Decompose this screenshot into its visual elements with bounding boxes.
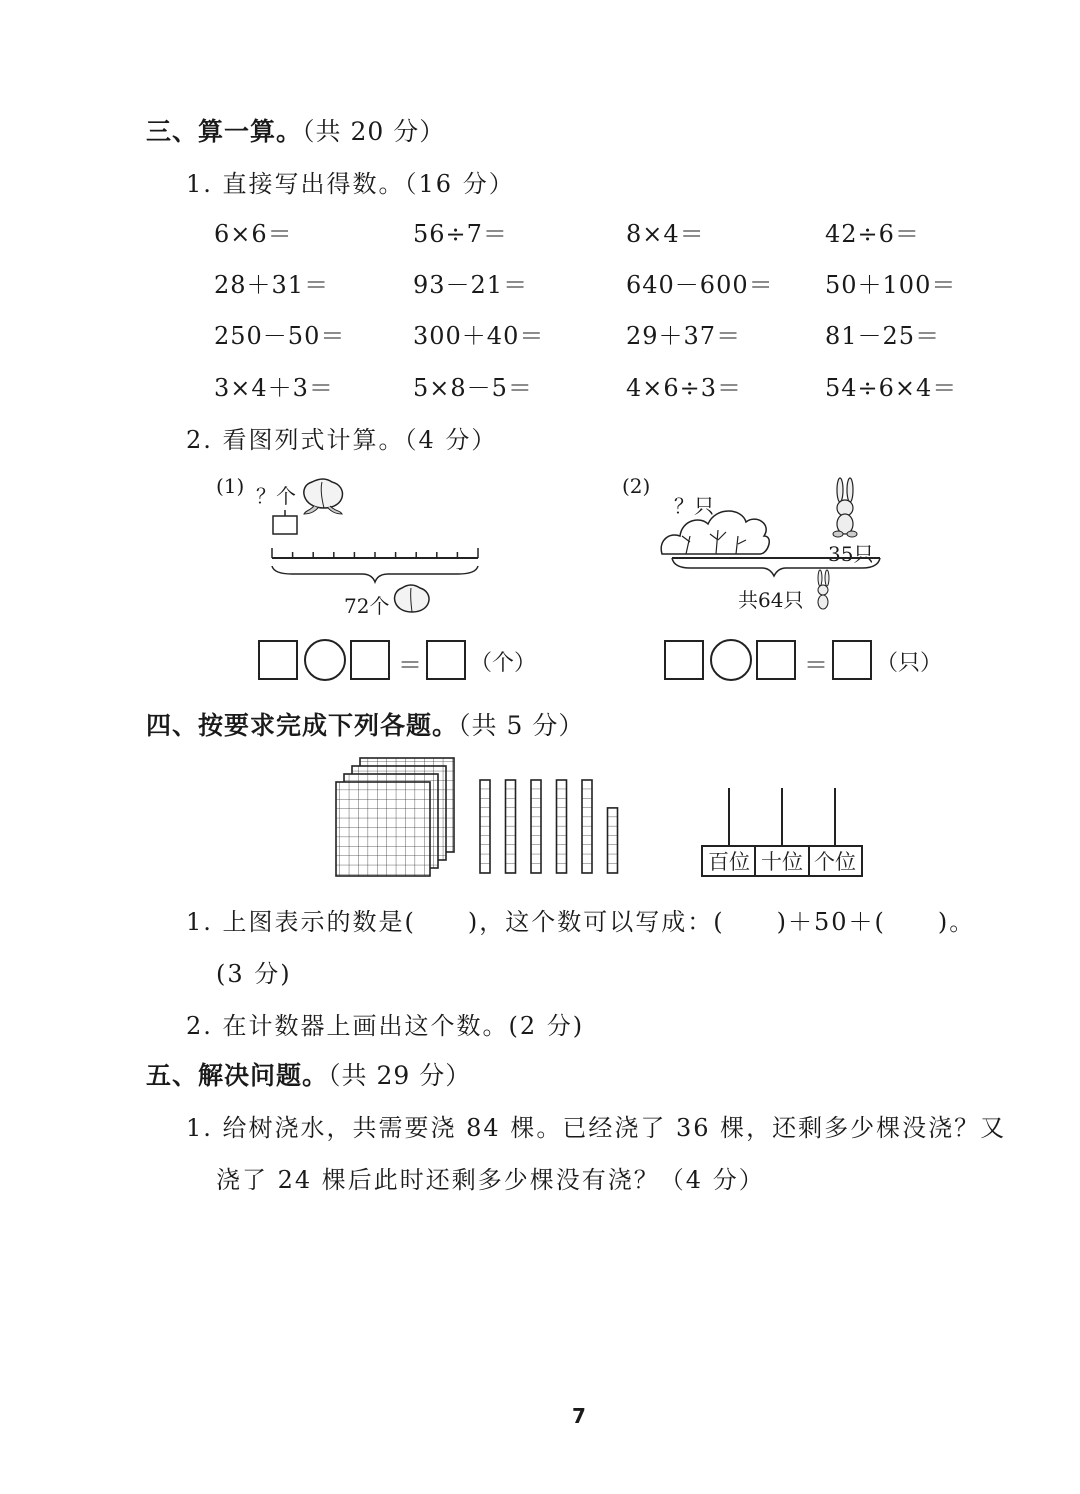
ten-rod	[531, 780, 541, 873]
equation-r4-c4: 54÷6×4＝	[825, 374, 958, 402]
abacus	[700, 784, 866, 880]
equation-r2-c3: 640－600＝	[626, 271, 774, 299]
answer-box-1b[interactable]	[350, 640, 390, 680]
equation-r3-c3: 29＋37＝	[626, 322, 742, 350]
figure-1-diagram	[262, 470, 492, 620]
answer-box-1a[interactable]	[258, 640, 298, 680]
unit-label-2: （只）	[876, 651, 943, 676]
figure-2-total: 共64只	[738, 588, 804, 612]
answer-box-2a[interactable]	[664, 640, 704, 680]
hundred-blocks	[336, 758, 454, 876]
question-5-1-line2: 浇了 24 棵后此时还剩多少棵没有浇？（4 分）	[216, 1166, 765, 1194]
section-5-points: （共 29 分）	[328, 1061, 472, 1090]
equation-r2-c2: 93－21＝	[413, 271, 529, 299]
unit-label-1: （个）	[470, 651, 537, 676]
ten-rod	[582, 780, 592, 873]
figure-1-question: ？个	[256, 484, 296, 508]
section-4-heading	[146, 706, 584, 742]
ones-rod	[608, 808, 618, 873]
equation-r1-c1: 6×6＝	[214, 220, 293, 248]
peach-small-icon	[395, 585, 429, 612]
figure-2-number: (2)	[622, 474, 651, 498]
equation-r2-c1: 28＋31＝	[214, 271, 330, 299]
total-brace-2	[672, 558, 880, 576]
equation-r1-c3: 8×4＝	[626, 220, 705, 248]
question-3-1-label: 1. 直接写出得数。（16 分）	[186, 170, 515, 198]
question-5-1-line1: 1. 给树浇水，共需要浇 84 棵。已经浇了 36 棵，还剩多少棵没浇？又	[186, 1114, 1007, 1142]
operator-circle-1[interactable]	[304, 639, 346, 681]
section-3-heading	[146, 112, 445, 148]
ten-rod	[557, 780, 567, 873]
rabbit-icon	[833, 478, 857, 537]
equals-sign-2: ＝	[804, 651, 829, 679]
abacus-label-ones: 个位	[814, 850, 856, 874]
section-4-points: （共 5 分）	[458, 711, 585, 740]
section-3-points: （共 20 分）	[302, 117, 446, 146]
equation-r4-c3: 4×6÷3＝	[626, 374, 743, 402]
question-4-1-line1: 1. 上图表示的数是( )，这个数可以写成：( )＋50＋( )。	[186, 908, 976, 936]
operator-circle-2[interactable]	[710, 639, 752, 681]
figure-1-number: (1)	[216, 474, 245, 498]
abacus-label-tens: 十位	[761, 850, 803, 874]
equation-r3-c4: 81－25＝	[825, 322, 941, 350]
figure-2-visible: 35只	[828, 542, 874, 566]
equation-r3-c2: 300＋40＝	[413, 322, 545, 350]
ten-rods	[480, 780, 618, 873]
equation-r4-c2: 5×8－5＝	[413, 374, 533, 402]
equation-r2-c4: 50＋100＝	[825, 271, 957, 299]
figure-2-diagram	[656, 470, 886, 620]
bush-icon	[661, 511, 769, 554]
question-4-2: 2. 在计数器上画出这个数。(2 分)	[186, 1012, 585, 1040]
section-5-title: 五、解决问题。	[146, 1061, 329, 1090]
peach-icon	[304, 479, 343, 514]
answer-box-1c[interactable]	[426, 640, 466, 680]
unknown-segment-bracket	[273, 516, 297, 534]
question-3-2-label: 2. 看图列式计算。（4 分）	[186, 426, 498, 454]
question-4-1-line2: (3 分)	[216, 960, 292, 988]
figure-2-question: ？只	[674, 494, 714, 518]
answer-box-2b[interactable]	[756, 640, 796, 680]
total-brace	[272, 566, 478, 582]
ten-rod	[506, 780, 516, 873]
abacus-label-hundreds: 百位	[708, 850, 750, 874]
equation-r1-c4: 42÷6＝	[825, 220, 920, 248]
equals-sign-1: ＝	[398, 651, 423, 679]
base-ten-blocks	[330, 752, 630, 882]
answer-box-2c[interactable]	[832, 640, 872, 680]
equation-r4-c1: 3×4＋3＝	[214, 374, 334, 402]
section-3-title: 三、算一算。	[146, 117, 303, 146]
section-5-heading	[146, 1056, 471, 1092]
hundred-block	[336, 782, 430, 876]
rabbit-small-icon	[818, 570, 829, 609]
equation-r3-c1: 250－50＝	[214, 322, 346, 350]
section-4-title: 四、按要求完成下列各题。	[146, 711, 459, 740]
figure-1-total: 72个	[344, 594, 390, 618]
segment-ruler	[272, 548, 478, 558]
ten-rod	[480, 780, 490, 873]
page-number: 7	[572, 1404, 586, 1428]
equation-r1-c2: 56÷7＝	[413, 220, 508, 248]
